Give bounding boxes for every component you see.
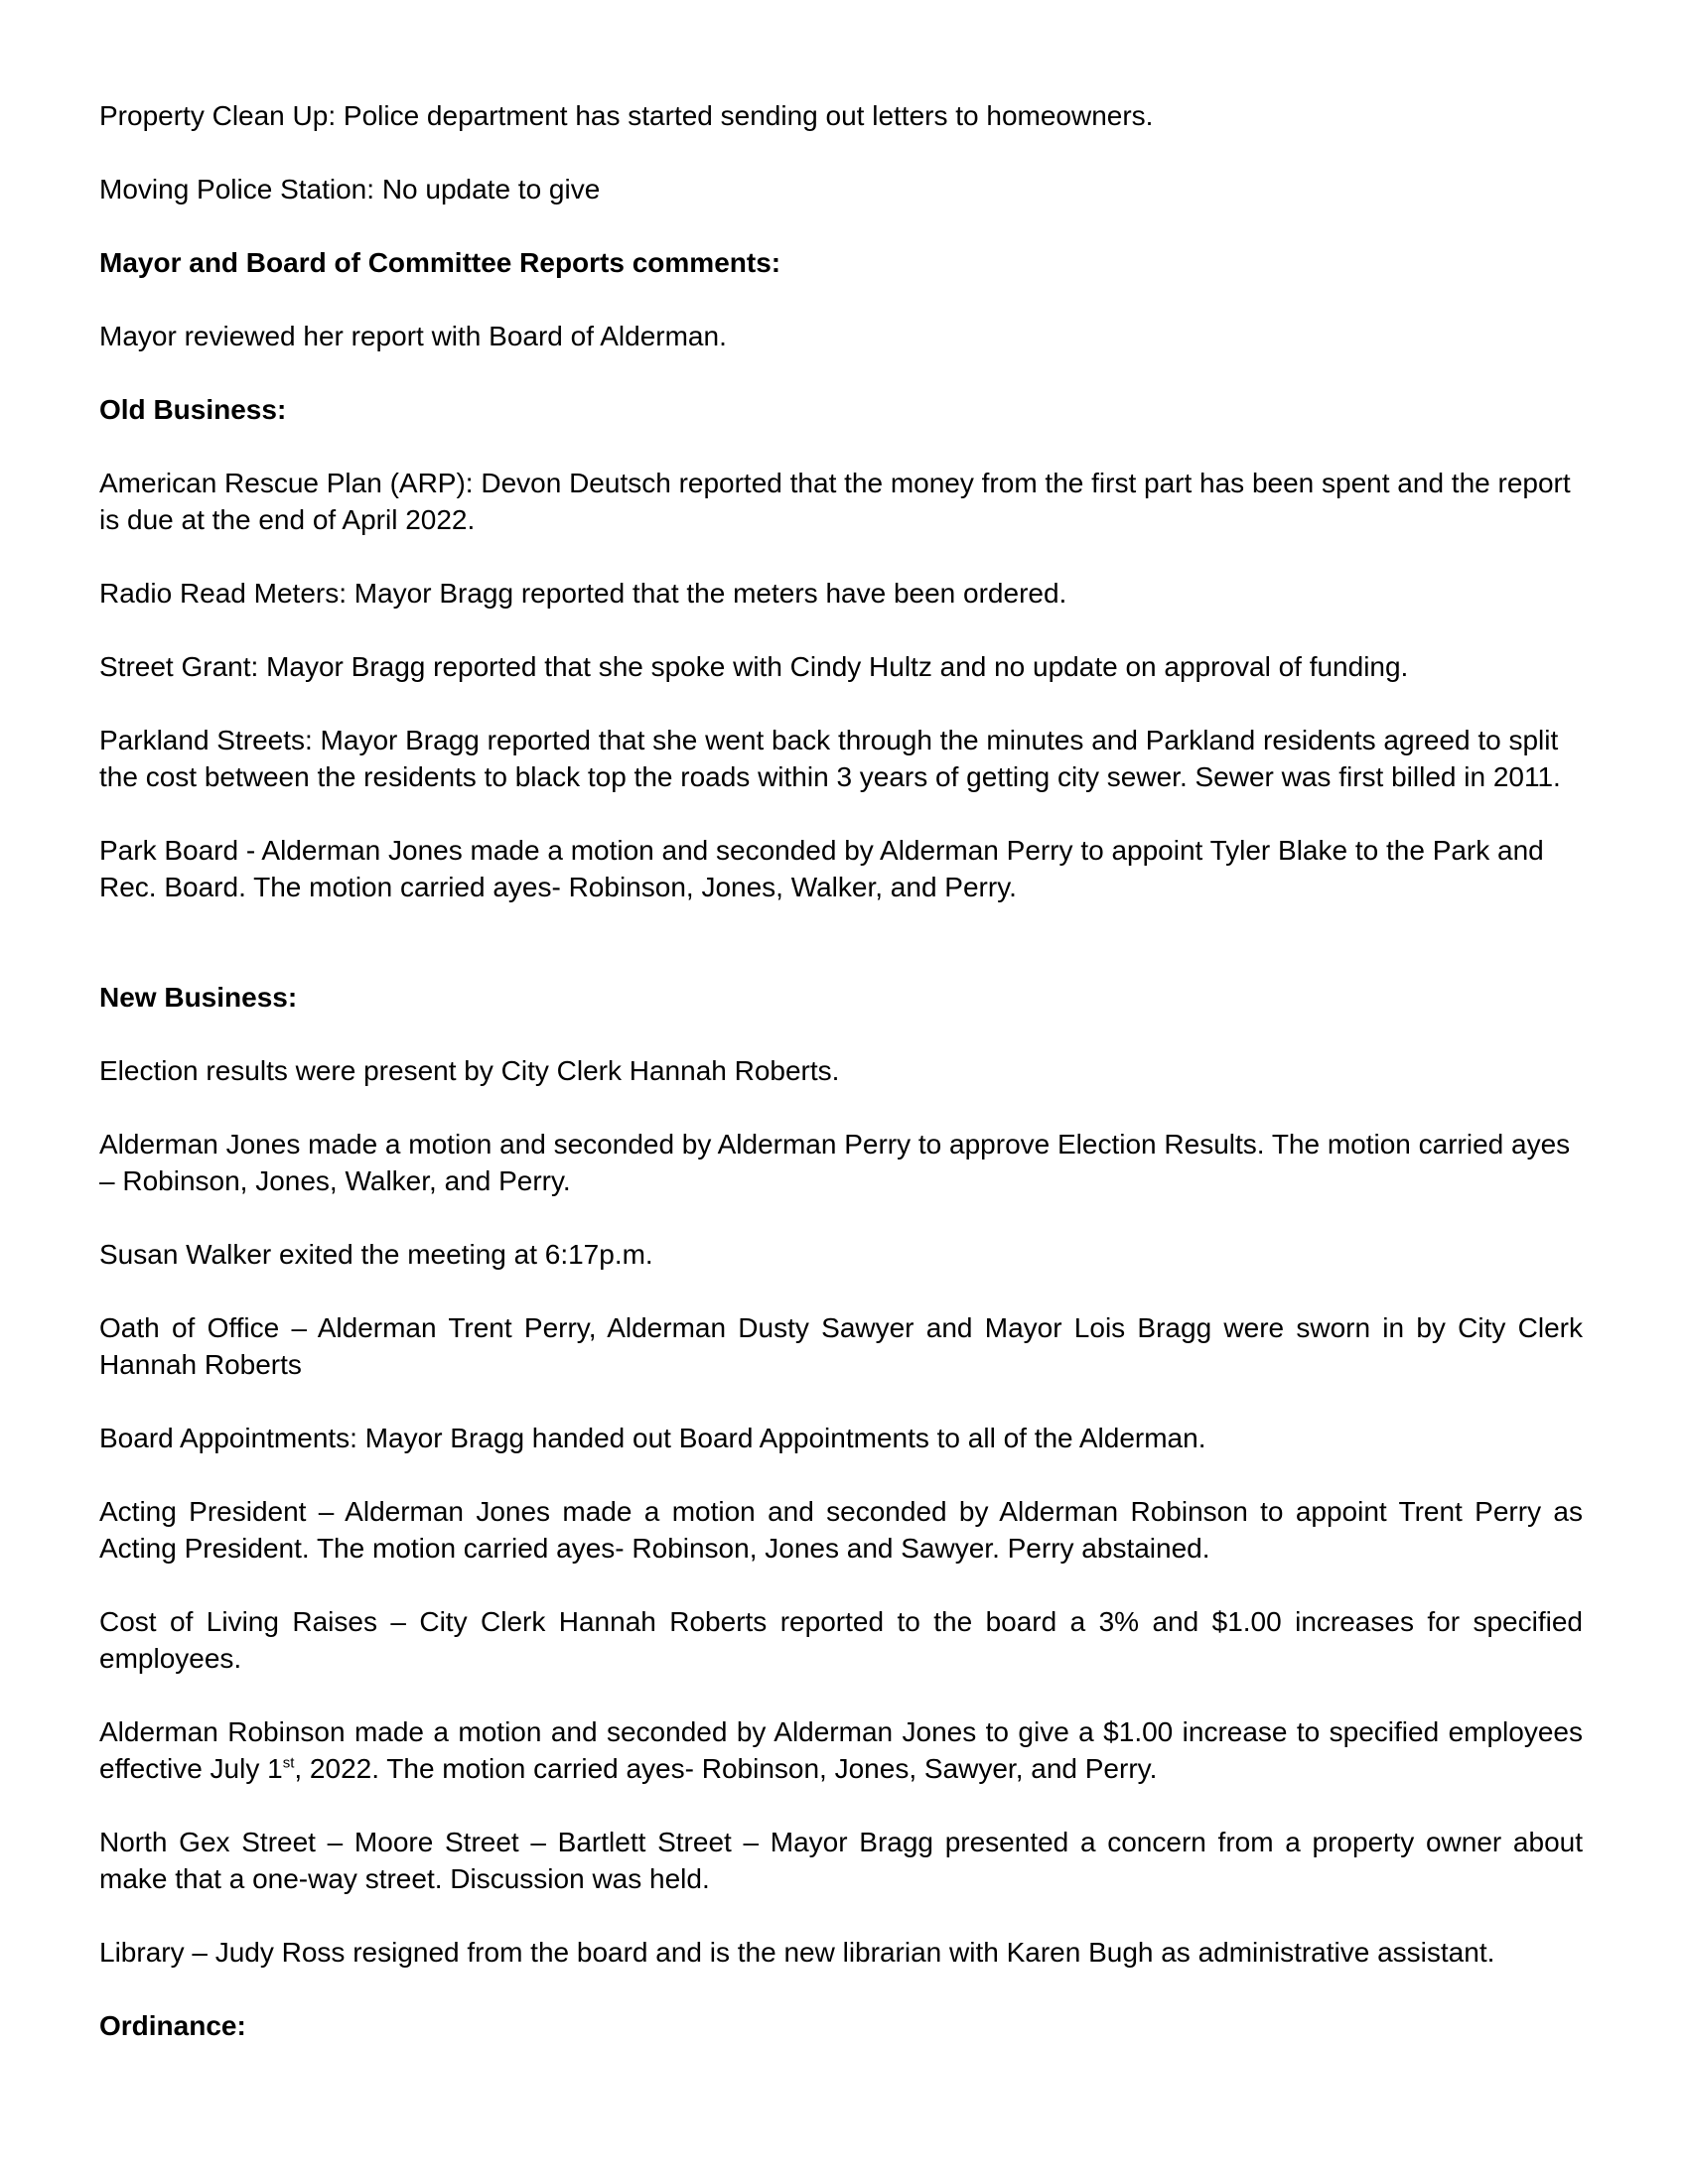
- radio-read-meters-paragraph: Radio Read Meters: Mayor Bragg reported that the meters have been ordered.: [99, 578, 1067, 609]
- new-business-heading: New Business:: [99, 982, 298, 1013]
- mayor-report-paragraph: Mayor reviewed her report with Board of Alderman.: [99, 321, 727, 351]
- walker-exit-paragraph: Susan Walker exited the meeting at 6:17p.m.: [99, 1239, 653, 1270]
- moving-police-station-paragraph: Moving Police Station: No update to give: [99, 174, 601, 205]
- arp-paragraph: American Rescue Plan (ARP): Devon Deutsch reported that the money from the first part has been spent and the report is due at the end of April 2022.: [99, 468, 1571, 535]
- street-concern-paragraph: North Gex Street – Moore Street – Bartlett Street – Mayor Bragg presented a concern from a property owner about make that a one-way street. Discussion was held.: [99, 1827, 1583, 1894]
- oath-of-office-paragraph: Oath of Office – Alderman Trent Perry, Alderman Dusty Sawyer and Mayor Lois Bragg were sworn in by City Clerk Hannah Roberts: [99, 1312, 1583, 1380]
- property-clean-up-paragraph: Property Clean Up: Police department has started sending out letters to homeowners.: [99, 100, 1154, 131]
- ordinal-suffix: st: [282, 1754, 295, 1772]
- parkland-streets-paragraph: Parkland Streets: Mayor Bragg reported that she went back through the minutes and Parkland residents agreed to split the cost between the residents to black top the roads within 3 years of getting city sewer. Sewer was first billed in 2011.: [99, 725, 1561, 792]
- cost-of-living-paragraph: Cost of Living Raises – City Clerk Hannah Roberts reported to the board a 3% and $1.00 increases for specified employees.: [99, 1606, 1583, 1674]
- raise-motion-paragraph: [99, 1713, 1583, 1787]
- document-page: [99, 97, 1583, 2081]
- library-paragraph: Library – Judy Ross resigned from the board and is the new librarian with Karen Bugh as administrative assistant.: [99, 1937, 1495, 1968]
- old-business-heading: Old Business:: [99, 394, 287, 425]
- ordinance-heading: Ordinance:: [99, 2010, 246, 2041]
- raise-motion-text: Alderman Robinson made a motion and seconded by Alderman Jones to give a $1.00 increase to specified employees effective July 1: [99, 1716, 1583, 1784]
- board-appointments-paragraph: Board Appointments: Mayor Bragg handed out Board Appointments to all of the Alderman.: [99, 1423, 1206, 1453]
- mayor-reports-heading: Mayor and Board of Committee Reports comments:: [99, 247, 781, 278]
- park-board-paragraph: Park Board - Alderman Jones made a motion and seconded by Alderman Perry to appoint Tyler Blake to the Park and Rec. Board. The motion carried ayes- Robinson, Jones, Walker, and Perry.: [99, 835, 1544, 902]
- street-grant-paragraph: Street Grant: Mayor Bragg reported that she spoke with Cindy Hultz and no update on approval of funding.: [99, 651, 1409, 682]
- election-results-paragraph: Election results were present by City Clerk Hannah Roberts.: [99, 1055, 840, 1086]
- election-motion-paragraph: Alderman Jones made a motion and seconded by Alderman Perry to approve Election Results. The motion carried ayes – Robinson, Jones, Walker, and Perry.: [99, 1129, 1571, 1196]
- raise-motion-text-end: , 2022. The motion carried ayes- Robinson, Jones, Sawyer, and Perry.: [294, 1753, 1158, 1784]
- spacer: [99, 942, 1583, 979]
- acting-president-paragraph: Acting President – Alderman Jones made a motion and seconded by Alderman Robinson to appoint Trent Perry as Acting President. The motion carried ayes- Robinson, Jones and Sawyer. Perry abstained.: [99, 1496, 1583, 1564]
